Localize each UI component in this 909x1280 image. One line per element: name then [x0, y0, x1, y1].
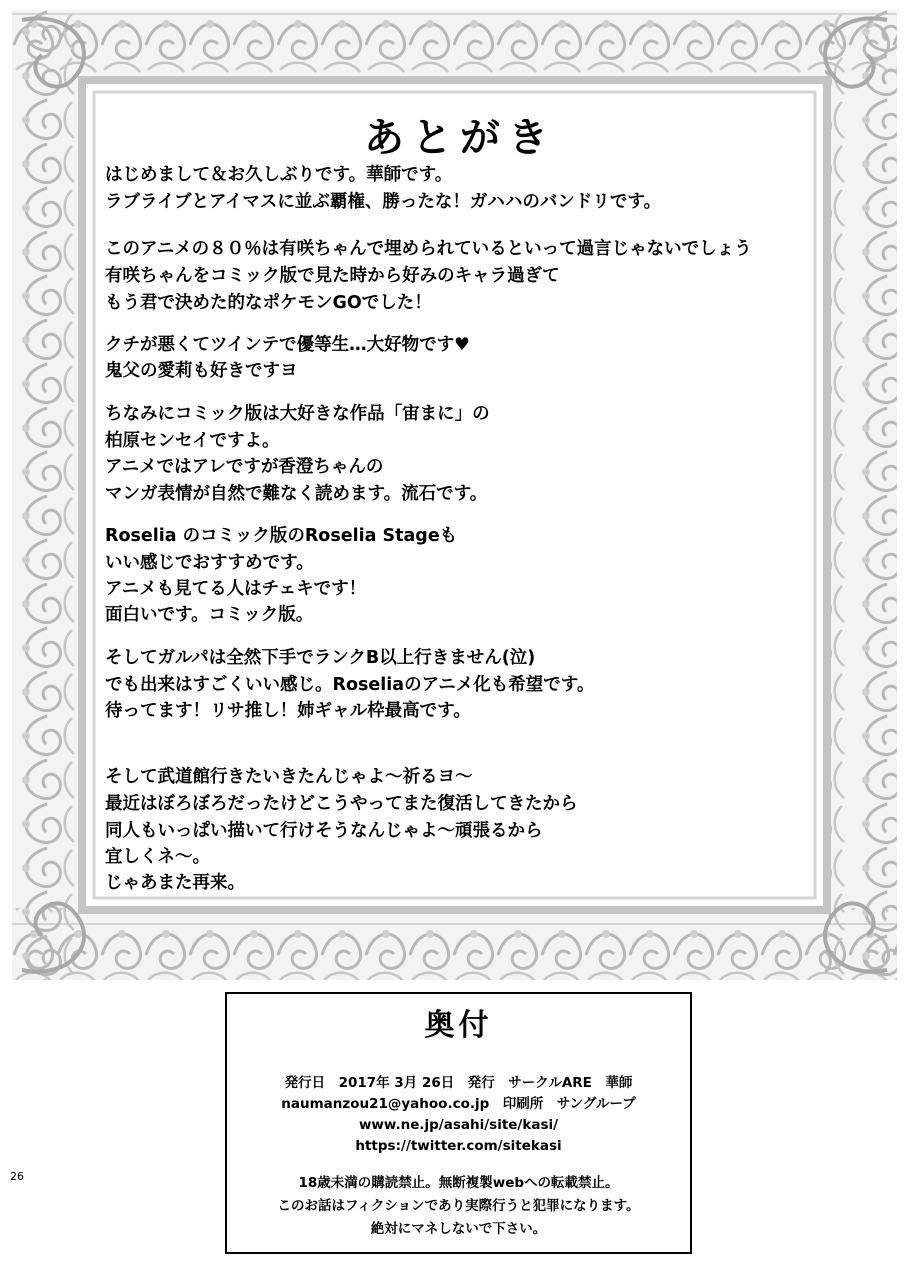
afterword-line: そしてガルパは全然下手でランクB以上行きません(泣) — [105, 648, 536, 668]
colophon-box — [225, 992, 692, 1254]
afterword-line: アニメも見てる人はチェキです！ — [105, 579, 367, 599]
afterword-line: クチが悪くてツインテで優等生…大好物です♥ — [105, 335, 470, 355]
afterword-line: 同人もいっぱい描いて行けそうなんじゃよ～頑張るから — [105, 821, 543, 841]
afterword-line: マンガ表情が自然で難なく読めます。流石です。 — [105, 484, 488, 504]
contact-printer-info: naumanzou21@yahoo.co.jp 印刷所 サングループ — [281, 1096, 636, 1112]
afterword-line: 最近はぼろぼろだったけどこうやってまた復活してきたから — [105, 794, 578, 814]
afterword-section — [100, 100, 820, 910]
afterword-line: Roselia のコミック版のRoselia Stageも — [105, 526, 458, 546]
notice-line: このお話はフィクションであり実際行うと犯罪になります。 — [277, 1198, 640, 1214]
afterword-line: じゃあまた再来。 — [105, 873, 245, 893]
website-url: www.ne.jp/asahi/site/kasi/ — [358, 1117, 559, 1133]
afterword-line: 面白いです。コミック版。 — [105, 605, 314, 625]
afterword-line: 待ってます！リサ推し！姉ギャル枠最高です。 — [105, 701, 471, 721]
afterword-line: ラブライブとアイマスに並ぶ覇権、勝ったな！ガハハのバンドリです。 — [105, 192, 661, 212]
afterword-line: 柏原センセイですよ。 — [105, 431, 280, 451]
afterword-line: でも出来はすごくいい感じ。Roseliaのアニメ化も希望です。 — [105, 675, 595, 695]
twitter-url: https://twitter.com/sitekasi — [355, 1138, 562, 1154]
afterword-line: 鬼父の愛莉も好きですヨ — [105, 361, 298, 381]
colophon-title: 奥付 — [424, 1008, 493, 1043]
notice-line: 絶対にマネしないで下さい。 — [370, 1221, 547, 1237]
afterword-title: あとがき — [364, 115, 556, 161]
afterword-line: もう君で決めた的なポケモンGOでした！ — [105, 293, 432, 313]
notice-line: 18歳未満の購読禁止。無断複製webへの転載禁止。 — [298, 1175, 619, 1191]
afterword-line: 宜しくネ～。 — [105, 847, 210, 867]
afterword-line: はじめまして＆お久しぶりです。華師です。 — [105, 165, 453, 185]
afterword-line: ちなみにコミック版は大好きな作品「宙まに」の — [105, 404, 490, 424]
afterword-line: そして武道館行きたいきたんじゃよ～祈るヨ～ — [105, 767, 473, 787]
afterword-line: アニメではアレですが香澄ちゃんの — [105, 457, 384, 477]
publication-info: 発行日 2017年 3月 26日 発行 サークルARE 華師 — [284, 1075, 633, 1091]
afterword-line: 有咲ちゃんをコミック版で見た時から好みのキャラ過ぎて — [105, 266, 560, 286]
afterword-line: このアニメの８０％は有咲ちゃんで埋められているといって過言じゃないでしょう — [105, 239, 752, 259]
page-number: 26 — [10, 1170, 24, 1183]
afterword-line: いい感じでおすすめです。 — [105, 553, 314, 573]
